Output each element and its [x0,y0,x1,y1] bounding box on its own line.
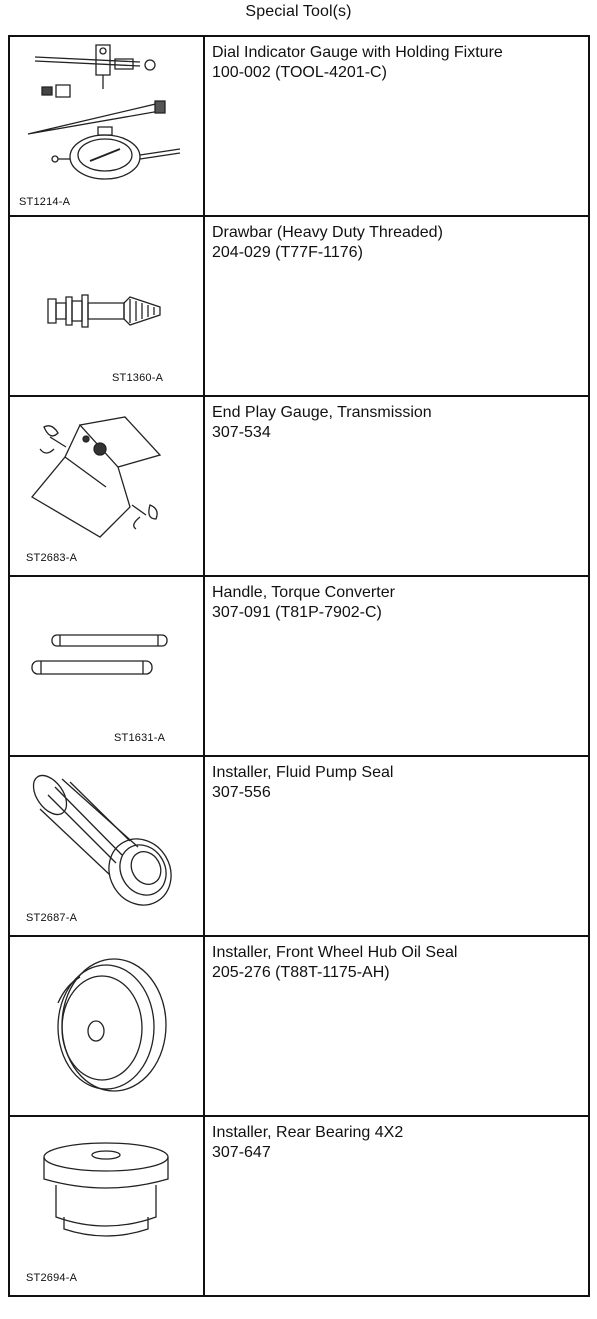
tool-code: ST2694-A [26,1272,78,1284]
end-play-gauge-illustration [10,397,203,575]
table-row [9,756,589,936]
tool-number: 307-534 [212,424,271,441]
tool-number: 100-002 (TOOL-4201-C) [212,64,387,81]
tool-description-cell [204,36,589,216]
page-title: Special Tool(s) [245,3,352,20]
tool-image-cell [9,756,204,936]
tool-number: 204-029 (T77F-1176) [212,244,363,261]
torque-converter-handle-illustration [10,577,203,755]
tool-code: ST1214-A [19,196,71,208]
table-row [9,1116,589,1296]
tool-number: 307-556 [212,784,271,801]
tool-description-cell [204,1116,589,1296]
tool-description-cell [204,396,589,576]
tool-description-cell [204,756,589,936]
threaded-drawbar-illustration [10,217,203,395]
table-row [9,36,589,216]
tool-name: Installer, Front Wheel Hub Oil Seal [212,944,458,961]
tool-name: Dial Indicator Gauge with Holding Fixture [212,44,503,61]
tool-image-cell [9,216,204,396]
tool-description-cell [204,576,589,756]
table-row [9,216,589,396]
fluid-pump-seal-installer-illustration [10,757,203,935]
tool-image-cell [9,936,204,1116]
tool-name: Installer, Fluid Pump Seal [212,764,394,781]
tool-number: 205-276 (T88T-1175-AH) [212,964,390,981]
tool-name: Handle, Torque Converter [212,584,395,601]
tool-code: ST1360-A [112,372,164,384]
tool-name: Installer, Rear Bearing 4X2 [212,1124,404,1141]
tool-code: ST2687-A [26,912,78,924]
tool-description-cell [204,216,589,396]
table-row [9,576,589,756]
tool-code: ST2683-A [26,552,78,564]
tool-code: ST1631-A [114,732,166,744]
tool-number: 307-647 [212,1144,271,1161]
tool-image-cell [9,576,204,756]
table-row [9,396,589,576]
hub-oil-seal-installer-illustration [10,937,203,1115]
tool-image-cell [9,1116,204,1296]
tool-image-cell [9,396,204,576]
tool-name: End Play Gauge, Transmission [212,404,432,421]
special-tools-table [8,35,590,1297]
dial-indicator-gauge-illustration [10,37,203,215]
rear-bearing-installer-illustration [10,1117,203,1295]
tool-image-cell [9,36,204,216]
tool-number: 307-091 (T81P-7902-C) [212,604,382,621]
tool-description-cell [204,936,589,1116]
table-row [9,936,589,1116]
tool-name: Drawbar (Heavy Duty Threaded) [212,224,443,241]
